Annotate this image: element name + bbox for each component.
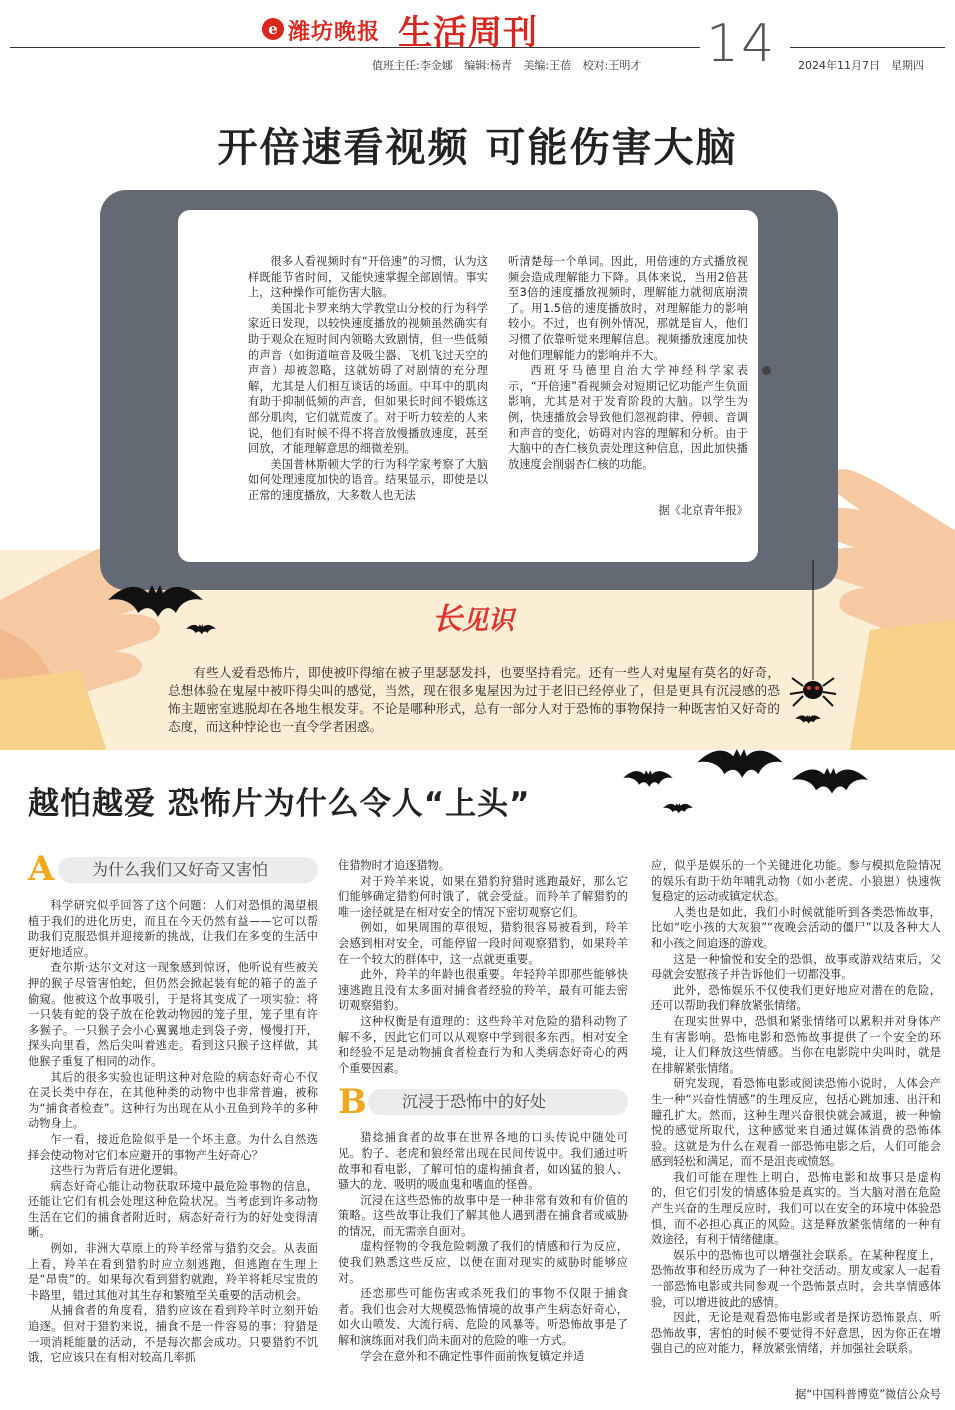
article2-source: 据“中国科普博览”微信公众号 bbox=[795, 1388, 941, 1401]
article2-column-1 bbox=[28, 850, 318, 1366]
paragraph: 例如，非洲大草原上的羚羊经常与猎豹交会。从表面上看，羚羊在看到猎豹时应立刻逃跑，但逃跑在生理上是“昂贵”的。如果每次看到猎豹就跑，羚羊将耗尽宝贵的卡路里，错过其他对其生存和繁殖至关重要的活动机会。 bbox=[28, 1242, 318, 1302]
spider-icon bbox=[788, 560, 838, 710]
paragraph: 乍一看，接近危险似乎是一个坏主意。为什么自然选择会使动物对它们本应避开的事物产生好奇心？ bbox=[28, 1132, 318, 1162]
section-a-header bbox=[28, 850, 318, 890]
issue-date: 2024年11月7日 星期四 bbox=[798, 59, 924, 72]
paper-name: 潍坊晚报 bbox=[288, 19, 381, 45]
paragraph: 病态好奇心能让动物获取环境中最危险事物的信息，还能让它们有机会处理这种危险状况。当考虑到许多动物生活在它们的捕食者附近时，病态好奇行为的好处变得清晰。 bbox=[28, 1179, 318, 1240]
paragraph: 此外，羚羊的年龄也很重要。年轻羚羊即那些能够快速逃跑且没有太多面对捕食者经验的羚羊，最有可能去密切观察猎豹。 bbox=[338, 968, 628, 1013]
paragraph: 很多人看视频时有“开倍速”的习惯，认为这样既能节省时间，又能快速掌握全部剧情。事实上，这种操作可能伤害大脑。 bbox=[248, 255, 488, 300]
editor-credits bbox=[372, 57, 649, 73]
credit-proofreader: 校对:王明才 bbox=[582, 59, 642, 72]
bat-icon bbox=[695, 740, 785, 785]
paragraph: 还恋那些可能伤害或杀死我们的事物不仅限于捕食者。我们也会对大规模恐怖情境的故事产生病态好奇心，如火山喷发、大流行病、危险的风暴等。听恐怖故事是了解和演练面对我们尚未面对的危险的唯一方式。 bbox=[338, 1287, 628, 1348]
paragraph: 从捕食者的角度看，猎豹应该在看到羚羊时立刻开始追逐。但对于猎豹来说，捕食不是一件容易的事：狩猎是一项消耗能量的活动，不是每次都会成功。只要猎豹不饥饿，它应该只在有相对较高几率抓 bbox=[28, 1304, 318, 1365]
bat-icon bbox=[108, 575, 203, 625]
article2-column-2 bbox=[338, 858, 628, 1364]
paragraph: 这是一种愉悦和安全的恐惧，故事或游戏结束后，父母就会安慰孩子并告诉他们一切都没事。 bbox=[651, 952, 941, 982]
paragraph: 这种权衡是有道理的：这些羚羊对危险的猎科动物了解不多，因此它们可以从观察中学到很多东西。相对安全和经验不足是动物捕食者检查行为和人类病态好奇心的两个重要因素。 bbox=[338, 1014, 628, 1075]
paragraph: 学会在意外和不确定性事件面前恢复镇定并适 bbox=[360, 1349, 585, 1363]
article2-headline: 越怕越爱 恐怖片为什么令人“上头” bbox=[28, 786, 531, 822]
section-name: 生活周刊 bbox=[398, 13, 538, 53]
page-number: 14 bbox=[706, 14, 777, 74]
paragraph: 娱乐中的恐怖也可以增强社会联系。在某种程度上，恐怖故事和经历成为了一种社交活动。朋友或家人一起看一部恐怖电影或共同参观一个恐怖景点时，会共享情感体验，可以增进彼此的感情。 bbox=[651, 1248, 941, 1309]
tablet-camera-icon bbox=[762, 366, 771, 375]
paragraph: 西班牙马德里自治大学神经科学家表示，“开倍速”看视频会对短期记忆功能产生负面影响，尤其是对于发育阶段的大脑。以学生为例，快速播放会导致他们忽视韵律、停顿、音调和声音的变化，妨碍对内容的理解和分析。由于大脑中的杏仁核负责处理这种信息，因此加快播放速度会削弱杏仁核的功能。 bbox=[508, 364, 748, 471]
bat-icon bbox=[795, 712, 821, 726]
paragraph: 应，似乎是娱乐的一个关键进化功能。参与模拟危险情况的娱乐有助于幼年哺乳动物（如小老虎、小狼崽）快速恢复稳定的运动或镇定状态。 bbox=[651, 859, 941, 904]
paragraph: 因此，无论是观看恐怖电影或者是探访恐怖景点、听恐怖故事，害怕的时候不要觉得不好意思，因为你正在增强自己的应对能力，释放紧张情绪，并加强社会联系。 bbox=[651, 1311, 941, 1356]
article1-column-1 bbox=[248, 254, 488, 504]
masthead-rule bbox=[10, 47, 700, 48]
credit-duty-editor: 值班主任:李金娜 bbox=[372, 59, 453, 72]
paragraph: 人类也是如此，我们小时候就能听到各类恐怖故事，比如“吃小孩的大灰狼”“夜晚会活动的僵尸”以及各种大人和小孩之间追逐的游戏。 bbox=[651, 905, 941, 950]
paragraph: 研究发现，看恐怖电影或阅读恐怖小说时，人体会产生一种“兴奋性情感”的生理反应，包括心跳加速、出汗和瞳孔扩大。然而，这种生理兴奋很快就会减退，被一种愉悦的感觉所取代，这种感觉来自通过媒体消费的恐怖体验。这就是为什么在观看一部恐怖电影之后，人们可能会感到轻松和满足，而不是沮丧或愤怒。 bbox=[651, 1077, 941, 1169]
bat-icon bbox=[663, 800, 693, 816]
paragraph: 查尔斯·达尔文对这一现象感到惊讶，他听说有些被关押的猴子尽管害怕蛇，但仍然会掀起装有蛇的箱子的盖子偷窥。他被这个故事吸引，于是将其变成了一项实验：将一只装有蛇的袋子放在伦敦动物园的笼子里，笼子里有许多猴子。一只猴子会小心翼翼地走到袋子旁，慢慢打开，探头向里看，然后尖叫着逃走。看到这只猴子这样做，其他猴子重复了相同的动作。 bbox=[28, 961, 318, 1068]
paragraph: 在现实世界中，恐惧和紧张情绪可以累积并对身体产生有害影响。恐怖电影和恐怖故事提供了一个安全的环境，让人们释放这些情感。当你在电影院中尖叫时，就是在排解紧张情绪。 bbox=[651, 1014, 941, 1075]
article1-headline: 开倍速看视频 可能伤害大脑 bbox=[217, 125, 738, 171]
paragraph: 美国普林斯顿大学的行为科学家考察了大脑如何处理速度加快的语音。结果显示，即使是以正常的速度播放，大多数人也无法 bbox=[248, 457, 488, 502]
paragraph: 美国北卡罗来纳大学教堂山分校的行为科学家近日发现，以较快速度播放的视频虽然确实有助于观众在短时间内领略大致剧情，但一些低頻的声音（如街道喧音及吸尘器、飞机飞过天空的声音）却被忽略，这就妨碍了对剧情的充分理解，尤其是人们相互谈话的场面。中耳中的肌肉有助于抑制低频的声音，但如果长时间不锻炼这部分肌肉，它们就荒废了。对于听力较差的人来说，他们有时候不得不将音放慢播放速度，甚至回放，才能理解意思的细微差别。 bbox=[248, 301, 488, 456]
section-b-header bbox=[338, 1082, 628, 1122]
credit-editor: 编辑:杨青 bbox=[464, 59, 512, 72]
column-tag bbox=[432, 594, 514, 638]
section-b-title: 沉浸于恐怖中的好处 bbox=[368, 1089, 628, 1115]
bat-icon bbox=[622, 765, 674, 791]
paragraph: 沉浸在这些恐怖的故事中是一种非常有效和有价值的策略。这些故事让我们了解其他人遇到潜在捕食者或威胁的情况，而无需亲自面对。 bbox=[338, 1193, 628, 1238]
column-tag-label: 见识 bbox=[462, 606, 515, 636]
column-tag-mark: 长 bbox=[432, 602, 462, 637]
paragraph: 例如，如果周围的草很短，猎豹很容易被看到，羚羊会感到相对安全，可能停留一段时间观察猎豹，如果羚羊在一个较大的群体中，这一点就更重要。 bbox=[338, 921, 628, 966]
article1-source: 据《北京青年报》 bbox=[658, 504, 748, 517]
paragraph: 住猎物时才追逐猎物。 bbox=[338, 859, 450, 872]
paragraph: 此外，恐怖娱乐不仅使我们更好地应对潜在的危险，还可以帮助我们释放紧张情绪。 bbox=[651, 983, 941, 1013]
paragraph: 我们可能在理性上明白，恐怖电影和故事只是虚构的，但它们引发的情感体验是真实的。当大脑对潜在危险产生兴奋的生理反应时，我们可以在安全的环境中体验恐惧，而不必担心真正的风险。这是释放紧张情绪的一种有效途径，有利于情绪健康。 bbox=[651, 1170, 941, 1247]
paragraph: 其后的很多实验也证明这种对危险的病态好奇心不仅在灵长类中存在，在其他种类的动物中也非常普遍，被称为“捕食者检查”。这种行为出现在从小丑鱼到羚羊的多种动物身上。 bbox=[28, 1070, 318, 1131]
paragraph: 科学研究似乎回答了这个问题：人们对恐惧的渴望根植于我们的进化历史，而且在今天仍然有益——它可以帮助我们克服恐惧并迎接新的挑战，让我们在多变的生活中更好地适应。 bbox=[28, 899, 318, 959]
masthead bbox=[0, 0, 955, 78]
section-b-letter: B bbox=[338, 1081, 367, 1122]
bat-icon bbox=[186, 620, 216, 638]
paragraph: 对于羚羊来说，如果在猎豹狩猎时逃跑最好，那么它们能够确定猎豹何时饿了，就会受益。而羚羊了解猎豹的唯一途径就是在相对安全的情况下密切观察它们。 bbox=[338, 874, 628, 919]
article2-column-3 bbox=[651, 858, 941, 1357]
section-a-letter: A bbox=[28, 849, 55, 890]
paragraph: 听清楚每一个单词。因此，用倍速的方式播放视频会造成理解能力下降。具体来说，当用2倍甚至3倍的速度播放视频时，理解能力就彻底崩溃了。用1.5倍的速度播放时，对理解能力的影响较小。不过，也有例外情况，那就是盲人，他们习惯了依靠听觉来理解信息。视频播放速度加快对他们理解能力的影响并不大。 bbox=[508, 255, 748, 362]
section-a-title: 为什么我们又好奇又害怕 bbox=[58, 857, 318, 883]
credit-art-editor: 美编:王蓓 bbox=[523, 59, 572, 72]
newspaper-logo-icon: e bbox=[262, 18, 284, 40]
masthead-rule-right bbox=[790, 47, 945, 48]
paragraph: 虚构怪物的令我危险刺激了我们的情感和行为反应，使我们熟悉这些反应，以便在面对现实的威胁时能够应对。 bbox=[338, 1240, 628, 1285]
bat-icon bbox=[790, 760, 870, 800]
paragraph: 这些行为背后有进化逻辑。 bbox=[50, 1164, 185, 1178]
intro-paragraph: 有些人爱看恐怖片，即使被吓得缩在被子里瑟瑟发抖，也要坚持看完。还有一些人对鬼屋有莫名的好奇，总想体验在鬼屋中被吓得尖叫的感觉，当然，现在很多鬼屋因为过于老旧已经停业了，但是更具有沉浸感的恐怖主题密室逃脱却在各地生根发芽。不论是哪种形式，总有一部分人对于恐怖的事物保持一种既害怕又好奇的态度，而这种悖论也一直令学者困惑。 bbox=[168, 665, 780, 734]
article1-column-2 bbox=[508, 254, 748, 472]
paragraph: 猎捻捕食者的故事在世界各地的口头传说中随处可见。豹子、老虎和狼经常出现在民间传说中。我们通过听故事和看电影，了解可怕的虚构捕食者，如凶猛的狼人、骚大的龙、吸明的吸血鬼和嗜血的怪兽。 bbox=[338, 1131, 628, 1192]
